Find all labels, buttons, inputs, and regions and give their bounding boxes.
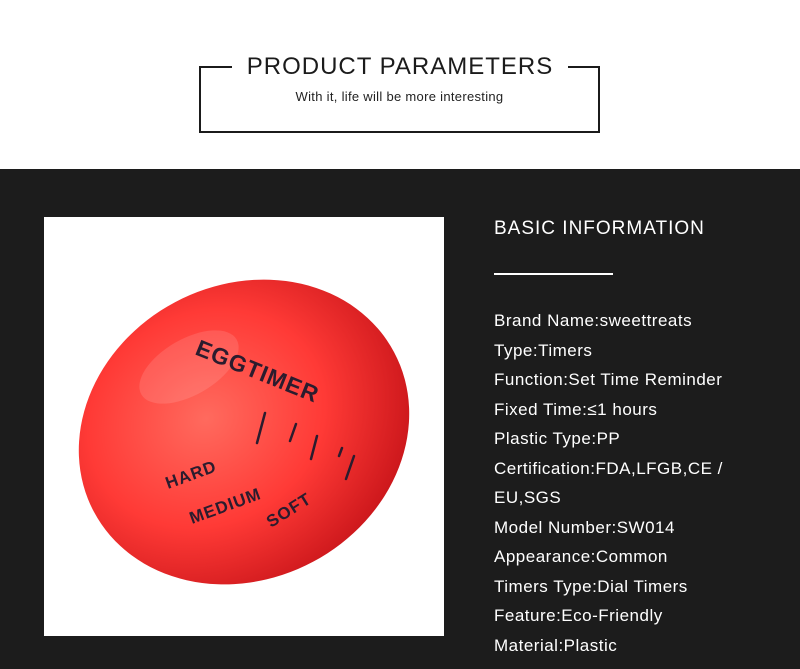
page-title: PRODUCT PARAMETERS: [232, 51, 568, 83]
egg-label-hard: HARD: [162, 456, 220, 493]
spec-item: Function:Set Time Reminder: [494, 370, 723, 389]
spec-item: Feature:Eco-Friendly: [494, 606, 663, 625]
egg-label-soft: SOFT: [263, 489, 315, 532]
spec-item: Type:Timers: [494, 340, 593, 360]
egg-shape: [44, 222, 444, 636]
spec-item: Model Number:SW014: [494, 517, 675, 537]
spec-item: Timers Type:Dial Timers: [494, 576, 688, 596]
spec-item: Brand Name:sweettreats: [494, 311, 693, 330]
spec-item: Appearance:Common: [494, 547, 668, 566]
spec-item: Fixed Time:≤1 hours: [494, 399, 658, 419]
egg-label-medium: MEDIUM: [186, 484, 264, 528]
spec-item: EU,SGS: [494, 488, 562, 507]
basic-information-heading: BASIC INFORMATION: [494, 218, 705, 239]
heading-divider: [494, 273, 613, 275]
spec-list: [494, 306, 794, 660]
spec-item: Plastic Type:PP: [494, 429, 621, 448]
spec-item: Material:Plastic: [494, 635, 618, 655]
product-image: [44, 217, 444, 636]
egg-timer-illustration: [44, 217, 444, 636]
egg-label-eggtimer: EGGTIMER: [192, 334, 324, 408]
page-subtitle: With it, life will be more interesting: [295, 89, 504, 104]
spec-item: Certification:FDA,LFGB,CE /: [494, 458, 723, 478]
